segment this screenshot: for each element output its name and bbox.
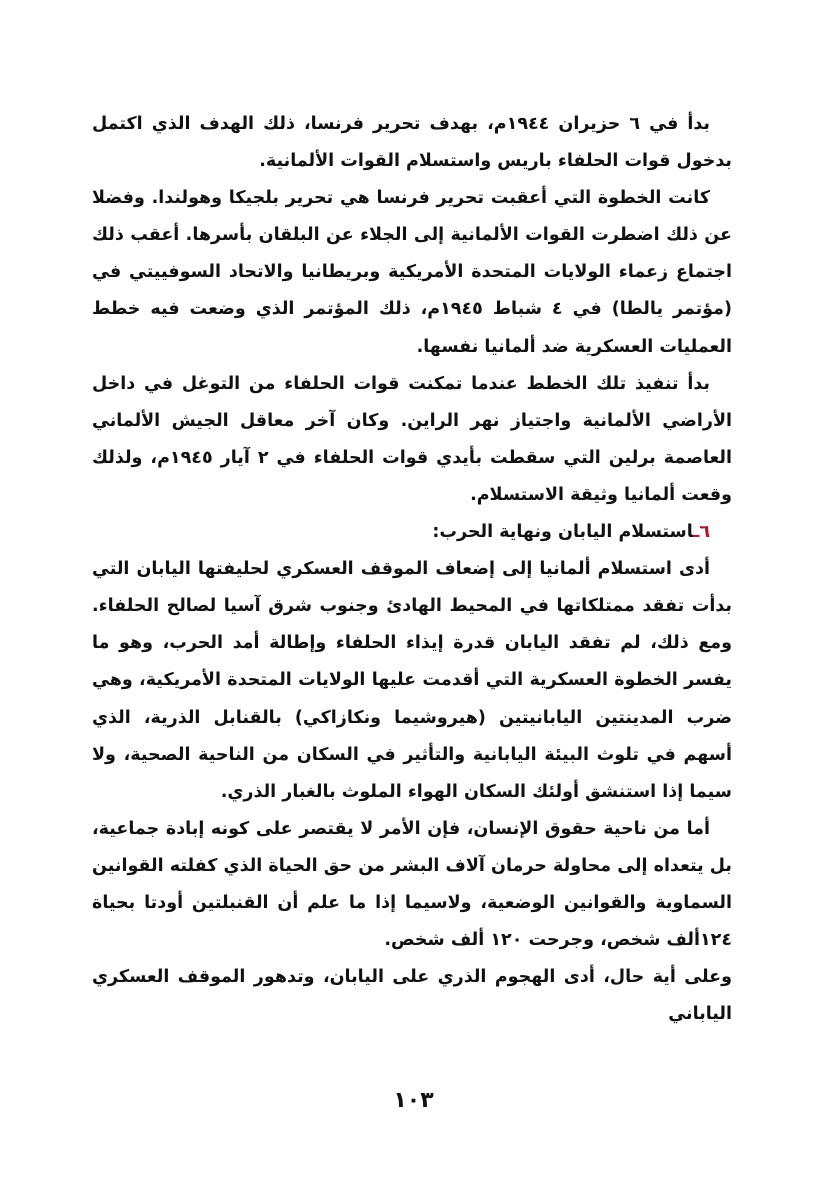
paragraph-human-rights: أما من ناحية حقوق الإنسان، فإن الأمر لا يقتصر على كونه إبادة جماعية، بل يتعداه إلى محاولة حرمان آلاف البشر من حق الحياة الذي كفلته القوانين السماوية والقوانين الوضعية، ولاسيما إذا ما علم أن القنبلتين أودتا بحياة ١٢٤ألف شخص، وجرحت ١٢٠ ألف شخص. bbox=[92, 818, 732, 951]
paragraph-fall-of-berlin: بدأ تنفيذ تلك الخطط عندما تمكنت قوات الحلفاء من التوغل في داخل الأراضي الألمانية واجتياز نهر الراين. وكان آخر معاقل الجيش الألماني العاصمة برلين التي سقطت بأيدي قوات الحلفاء في ٢ آيار ١٩٤٥م، ولذلك وقعت ألمانيا وثيقة الاستسلام. bbox=[92, 373, 732, 505]
paragraph-japan-atomic-bombs: أدى استسلام ألمانيا إلى إضعاف الموقف العسكري لحليفتها اليابان التي بدأت تفقد ممتلكاتها في المحيط الهادئ وجنوب شرق آسيا لصالح الحلفاء. ومع ذلك، لم تفقد اليابان قدرة إيذاء الحلفاء وإطالة أمد الحرب، وهو ما يفسر الخطوة العسكرية التي أقدمت عليها الولايات المتحدة الأمريكية، وهي ضرب المدينتين اليابانيتين (هيروشيما ونكازاكي) بالقنابل الذرية، الذي أسهم في تلوث البيئة اليابانية والتأثير في السكان من الناحية الصحية، ولا سيما إذا استنشق أولئك السكان الهواء الملوث بالغبار الذري. bbox=[92, 559, 732, 802]
paragraph-yalta-conference: كانت الخطوة التي أعقبت تحرير فرنسا هي تحرير بلجيكا وهولندا. وفضلا عن ذلك اضطرت القوات الألمانية إلى الجلاء عن البلقان بأسرها. أعقب ذلك اجتماع زعماء الولايات المتحدة الأمريكية وبريطانيا والاتحاد السوفييتي في (مؤتمر يالطا) في ٤ شباط ١٩٤٥م، ذلك المؤتمر الذي وضعت فيه خطط العمليات العسكرية ضد ألمانيا نفسها. bbox=[92, 188, 732, 357]
section-heading-title: استسلام اليابان ونهاية الحرب: bbox=[432, 522, 694, 543]
paragraph-continuation: وعلى أية حال، أدى الهجوم الذري على اليابان، وتدهور الموقف العسكري الياباني bbox=[92, 967, 732, 1025]
body-text bbox=[92, 106, 732, 1033]
paragraph-normandy-paris: بدأ في ٦ حزيران ١٩٤٤م، بهدف تحرير فرنسا، ذلك الهدف الذي اكتمل بدخول قوات الحلفاء باريس واستسلام القوات الألمانية. bbox=[92, 114, 732, 172]
section-heading-number: ٦ـ bbox=[693, 522, 710, 543]
page-number: ١٠٣ bbox=[393, 1088, 434, 1113]
section-heading bbox=[92, 514, 732, 551]
